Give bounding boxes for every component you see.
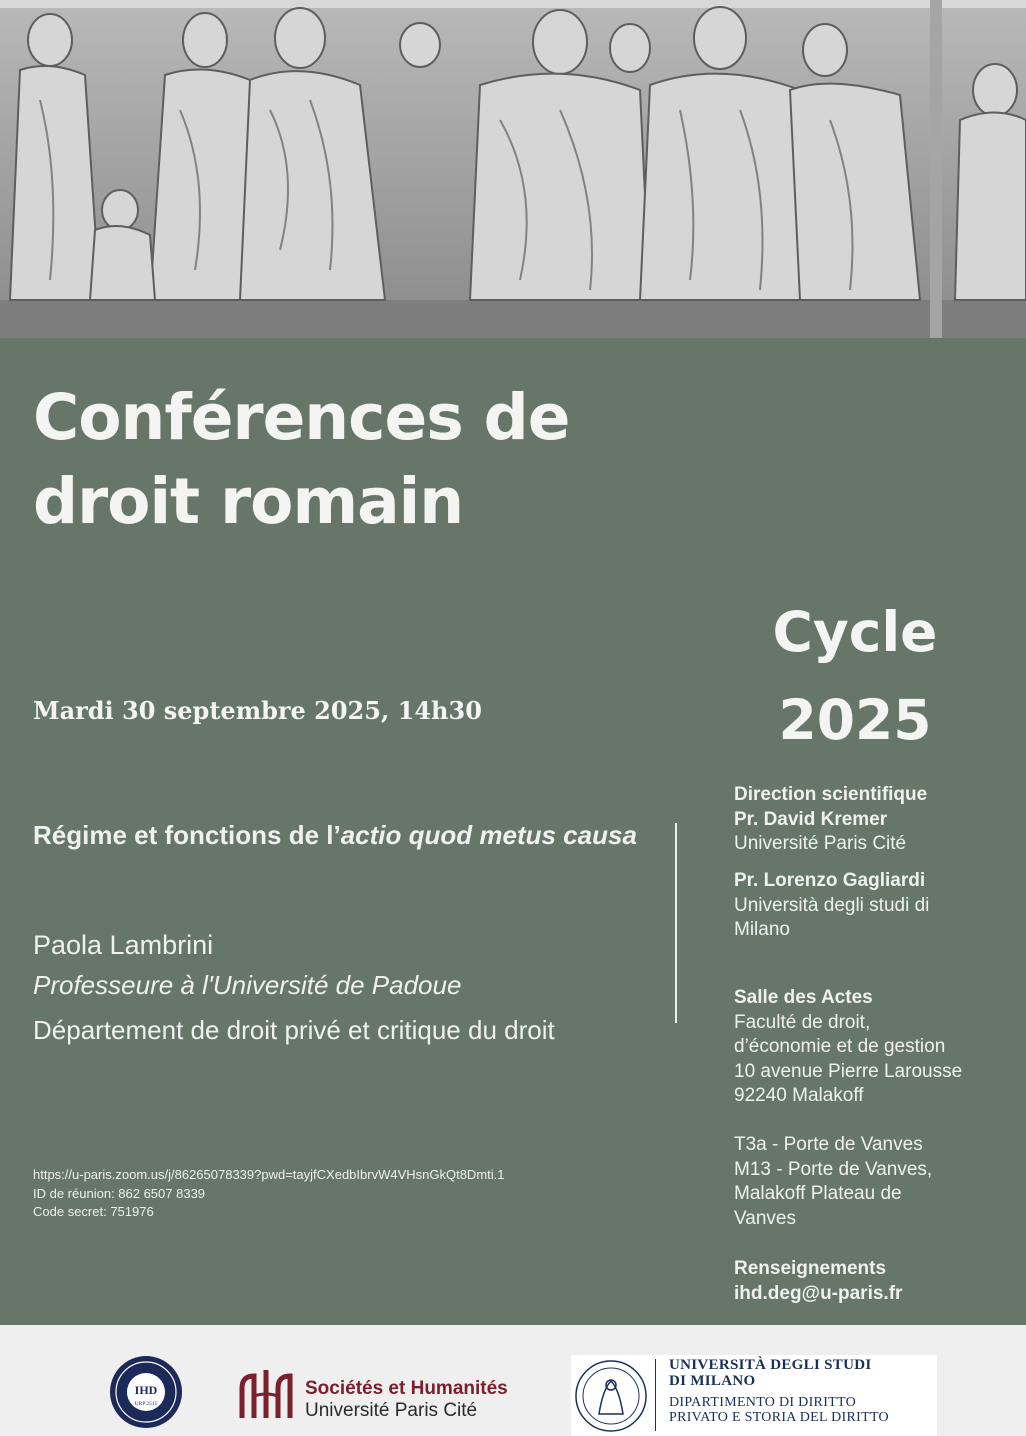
cycle-year: 2025	[778, 688, 932, 752]
venue-block	[734, 986, 1014, 1109]
speaker-department: Département de droit privé et critique du droit	[33, 1015, 555, 1045]
unimi-seal-icon	[573, 1359, 649, 1433]
zoom-meeting-id: ID de réunion: 862 6507 8339	[33, 1185, 206, 1201]
info-email[interactable]: ihd.deg@u-paris.fr	[734, 1282, 903, 1304]
info-block	[734, 1257, 1014, 1306]
venue-heading: Salle des Actes	[734, 987, 873, 1008]
zoom-info	[33, 1166, 505, 1222]
ush-logo-text	[305, 1378, 508, 1422]
vertical-divider	[675, 823, 677, 1023]
transport-line-2: M13 - Porte de Vanves,	[734, 1158, 933, 1180]
director2-block	[734, 869, 1014, 943]
transport-line-3: Malakoff Plateau de	[734, 1183, 902, 1204]
director2-affiliation-line2: Milano	[734, 919, 790, 940]
direction-block	[734, 783, 1014, 857]
event-date: Mardi 30 septembre 2025, 14h30	[33, 696, 482, 725]
ihd-logo-sub: URP 2515	[134, 1401, 158, 1407]
director1-name: Pr. David Kremer	[734, 808, 888, 830]
content-panel	[0, 338, 1026, 1325]
page-title	[33, 376, 569, 544]
cycle-line-1: Cycle	[772, 600, 938, 664]
talk-title	[33, 816, 638, 854]
ush-line-1: Sociétés et Humanités	[305, 1378, 508, 1399]
roman-relief-frieze-icon	[0, 0, 1026, 338]
director1-affiliation: Université Paris Cité	[734, 833, 907, 854]
ush-line-2: Université Paris Cité	[305, 1400, 478, 1421]
venue-line-3: 10 avenue Pierre Larousse	[734, 1060, 963, 1082]
speaker-name: Paola Lambrini	[33, 930, 214, 960]
unimi-line-2: DI MILANO	[669, 1373, 756, 1389]
talk-title-latin: actio quod metus causa	[340, 820, 637, 850]
unimi-divider	[655, 1359, 656, 1431]
universite-paris-cite-logo-icon	[236, 1366, 296, 1424]
venue-line-1: Faculté de droit,	[734, 1011, 871, 1033]
transport-block	[734, 1133, 1014, 1231]
venue-line-4: 92240 Malakoff	[734, 1085, 864, 1106]
unimi-text	[669, 1357, 889, 1425]
ihd-logo-text: IHD	[134, 1383, 158, 1397]
cycle-label	[740, 588, 970, 764]
director2-affiliation-line1: Università degli studi di	[734, 894, 930, 916]
title-line-1: Conférences de	[33, 381, 570, 454]
unimi-line-1: UNIVERSITÀ DEGLI STUDI	[669, 1357, 872, 1373]
direction-heading: Direction scientifique	[734, 784, 928, 805]
transport-line-1: T3a - Porte de Vanves	[734, 1134, 923, 1155]
director2-name: Pr. Lorenzo Gagliardi	[734, 870, 926, 891]
zoom-link[interactable]: https://u-paris.zoom.us/j/86265078339?pwd=tayjfCXedbIbrvW4VHsnGkQt8Dmti.1	[33, 1167, 505, 1182]
talk-title-prefix: Régime et fonctions de l’	[33, 820, 341, 850]
venue-line-2: d’économie et de gestion	[734, 1036, 946, 1057]
speaker-role: Professeure à l'Université de Padoue	[33, 970, 462, 1000]
ihd-seal-icon	[108, 1354, 184, 1430]
title-line-2: droit romain	[33, 465, 464, 538]
unimi-line-3: DIPARTIMENTO DI DIRITTO	[669, 1395, 857, 1410]
header-relief-image	[0, 0, 1026, 338]
unimi-logo	[571, 1355, 937, 1436]
unimi-line-4: PRIVATO E STORIA DEL DIRITTO	[669, 1410, 889, 1425]
transport-line-4: Vanves	[734, 1207, 796, 1229]
zoom-passcode: Code secret: 751976	[33, 1204, 154, 1219]
info-heading: Renseignements	[734, 1258, 887, 1279]
